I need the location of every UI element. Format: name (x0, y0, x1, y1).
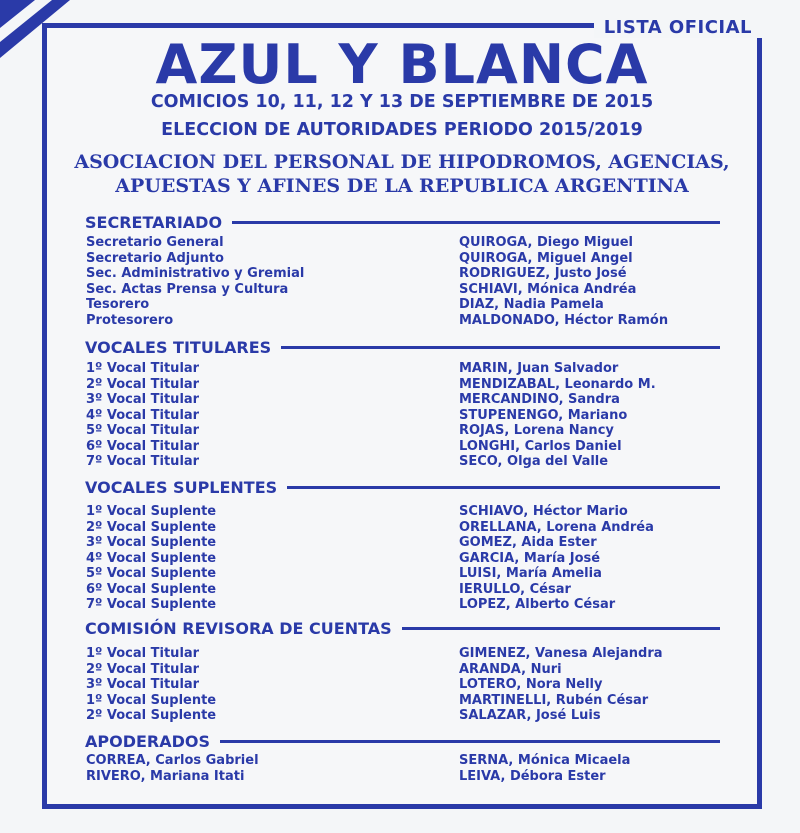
candidate-name: MERCANDINO, Sandra (459, 392, 620, 407)
role-label: Secretario Adjunto (86, 250, 224, 266)
candidate-name: GOMEZ, Aida Ester (459, 535, 597, 550)
list-row (86, 708, 726, 724)
list-row (86, 297, 726, 313)
role-label: Sec. Actas Prensa y Cultura (86, 281, 289, 297)
list-row (86, 769, 726, 785)
list-row (86, 662, 726, 678)
role-label: 4º Vocal Suplente (86, 550, 217, 566)
role-label: Tesorero (86, 297, 150, 312)
candidate-name: LOTERO, Nora Nelly (459, 677, 603, 692)
role-label: 3º Vocal Titular (86, 677, 200, 692)
candidate-name: LOPEZ, Alberto César (459, 597, 616, 612)
role-label: 4º Vocal Titular (86, 407, 200, 423)
section-rows-apoderados (86, 753, 726, 784)
list-row (86, 377, 726, 393)
section-title: VOCALES SUPLENTES (85, 477, 278, 497)
role-label: 7º Vocal Suplente (86, 597, 217, 612)
section-title: VOCALES TITULARES (85, 337, 272, 357)
list-row (86, 454, 726, 470)
candidate-name: ROJAS, Lorena Nancy (459, 423, 614, 438)
candidate-name: MARIN, Juan Salvador (459, 361, 619, 376)
candidate-name: SCHIAVO, Héctor Mario (459, 504, 628, 519)
section-rule (287, 486, 720, 489)
role-label: 2º Vocal Suplente (86, 519, 217, 535)
section-rows-vocales-titulares (86, 361, 726, 470)
list-row (86, 361, 726, 377)
section-header-vocales-suplentes (85, 477, 720, 497)
candidate-name: RIVERO, Mariana Itati (86, 768, 245, 784)
list-row (86, 408, 726, 424)
list-row (86, 313, 726, 329)
organization-name (42, 150, 762, 198)
list-row (86, 504, 726, 520)
role-label: 1º Vocal Suplente (86, 504, 217, 519)
section-rows-vocales-suplentes (86, 504, 726, 613)
section-header-apoderados (85, 731, 720, 751)
role-label: 1º Vocal Titular (86, 646, 200, 661)
candidate-name: RODRIGUEZ, Justo José (459, 266, 627, 281)
list-row (86, 566, 726, 582)
role-label: 3º Vocal Titular (86, 392, 200, 407)
candidate-name: LUISI, María Amelia (459, 566, 602, 581)
role-label: Protesorero (86, 312, 174, 328)
list-title: AZUL Y BLANCA (155, 33, 649, 96)
election-dates: COMICIOS 10, 11, 12 Y 13 DE SEPTIEMBRE DE 2015 (150, 92, 654, 112)
section-title: COMISIÓN REVISORA DE CUENTAS (85, 618, 392, 638)
section-header-secretariado (85, 212, 720, 232)
section-rows-secretariado (86, 235, 726, 328)
candidate-name: GIMENEZ, Vanesa Alejandra (459, 646, 663, 661)
list-row (86, 551, 726, 567)
role-label: Sec. Administrativo y Gremial (86, 266, 305, 281)
section-rule (220, 740, 720, 743)
role-label: 2º Vocal Titular (86, 661, 200, 677)
candidate-name: SALAZAR, José Luis (459, 708, 601, 723)
list-row (86, 235, 726, 251)
section-header-vocales-titulares (85, 337, 720, 357)
role-label: 2º Vocal Titular (86, 376, 200, 392)
candidate-name: CORREA, Carlos Gabriel (86, 753, 259, 768)
role-label: 1º Vocal Titular (86, 361, 200, 376)
section-rows-comision-revisora (86, 646, 726, 724)
role-label: 6º Vocal Titular (86, 438, 200, 454)
list-row (86, 392, 726, 408)
role-label: Secretario General (86, 235, 224, 250)
section-header-comision-revisora (85, 618, 720, 638)
section-title: SECRETARIADO (85, 212, 223, 232)
section-title: APODERADOS (85, 731, 211, 751)
role-label: 2º Vocal Suplente (86, 708, 217, 723)
official-list-badge: LISTA OFICIAL (594, 17, 762, 38)
candidate-name: GARCIA, María José (459, 550, 601, 566)
organization-name-line2: APUESTAS Y AFINES DE LA REPUBLICA ARGENTINA (115, 175, 689, 197)
list-row (86, 582, 726, 598)
role-label: 7º Vocal Titular (86, 454, 200, 469)
list-row (86, 597, 726, 613)
candidate-name: SECO, Olga del Valle (459, 454, 609, 469)
role-label: 3º Vocal Suplente (86, 535, 217, 550)
list-row (86, 423, 726, 439)
role-label: 6º Vocal Suplente (86, 581, 217, 597)
list-row (86, 520, 726, 536)
candidate-name: ORELLANA, Lorena Andréa (459, 519, 654, 535)
section-rule (281, 346, 720, 349)
candidate-name: LEIVA, Débora Ester (459, 768, 606, 784)
list-row (86, 646, 726, 662)
list-row (86, 266, 726, 282)
list-row (86, 753, 726, 769)
candidate-name: LONGHI, Carlos Daniel (459, 438, 622, 454)
candidate-name: MARTINELLI, Rubén César (459, 692, 649, 708)
section-rule (232, 221, 720, 224)
list-row (86, 282, 726, 298)
role-label: 1º Vocal Suplente (86, 692, 217, 708)
list-row (86, 677, 726, 693)
list-row (86, 439, 726, 455)
candidate-name: STUPENENGO, Mariano (459, 407, 628, 423)
organization-name-line1: ASOCIACION DEL PERSONAL DE HIPODROMOS, AGENCIAS, (74, 151, 730, 173)
candidate-name: QUIROGA, Miguel Angel (459, 250, 633, 266)
candidate-name: MENDIZABAL, Leonardo M. (459, 376, 656, 392)
candidate-name: MALDONADO, Héctor Ramón (459, 312, 669, 328)
candidate-name: QUIROGA, Diego Miguel (459, 235, 633, 250)
candidate-name: ARANDA, Nuri (459, 661, 562, 677)
role-label: 5º Vocal Suplente (86, 566, 217, 581)
candidate-name: SERNA, Mónica Micaela (459, 753, 631, 768)
candidate-name: DIAZ, Nadia Pamela (459, 297, 604, 312)
election-period: ELECCION DE AUTORIDADES PERIODO 2015/2019 (161, 120, 643, 140)
candidate-name: IERULLO, César (459, 581, 571, 597)
section-rule (402, 627, 720, 630)
candidate-name: SCHIAVI, Mónica Andréa (459, 281, 637, 297)
list-row (86, 251, 726, 267)
role-label: 5º Vocal Titular (86, 423, 200, 438)
list-row (86, 693, 726, 709)
list-row (86, 535, 726, 551)
